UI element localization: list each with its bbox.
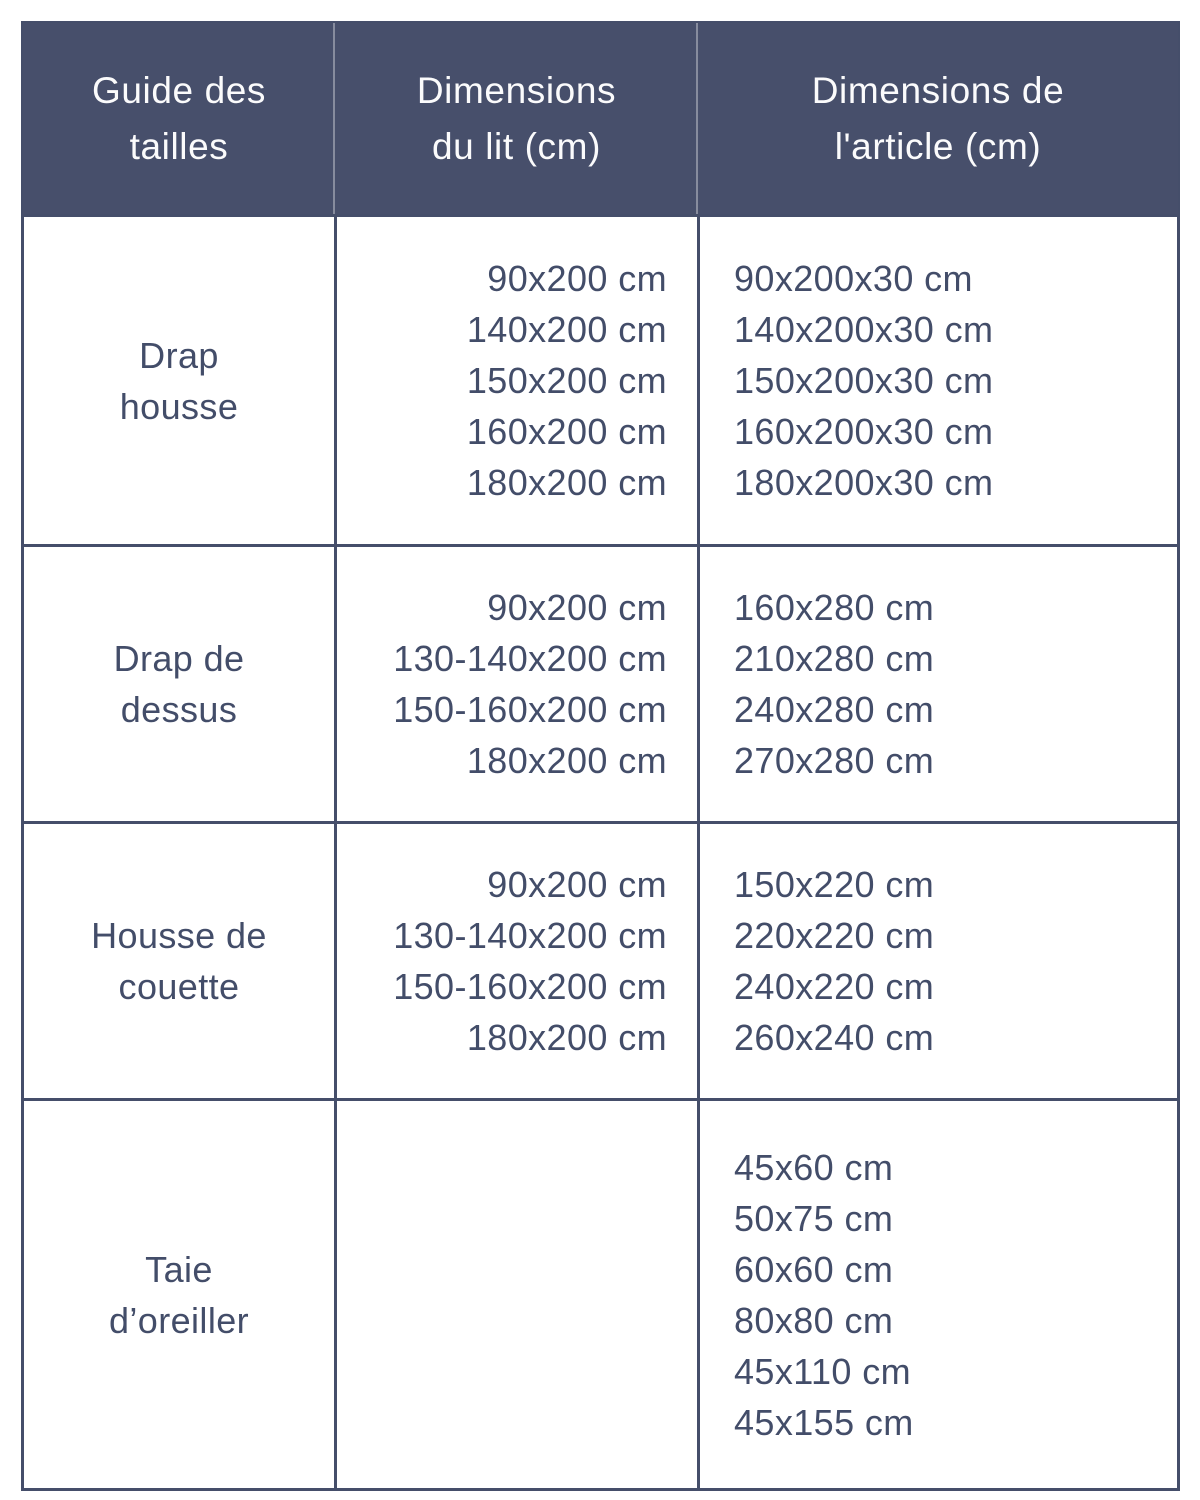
article-dimensions-drap-de-dessus (697, 544, 1177, 821)
dimension-value: 150x220 cm (734, 864, 935, 905)
label-line: Taie (145, 1248, 213, 1290)
dimension-value: 90x200 cm (487, 864, 667, 905)
dimension-value: 140x200x30 cm (734, 309, 994, 350)
dimension-value: 140x200 cm (466, 309, 667, 350)
header-line: Dimensions de (811, 70, 1065, 111)
dimension-value: 130-140x200 cm (393, 638, 667, 679)
dimension-value: 180x200 cm (466, 740, 667, 781)
header-cell-guide-des-tailles (23, 23, 335, 215)
bed-dimensions-housse-de-couette (334, 821, 697, 1098)
label-line: Housse de (91, 915, 267, 956)
dimension-value: 160x280 cm (734, 587, 935, 628)
dimension-value: 180x200 cm (466, 462, 667, 503)
header-line: l'article (cm) (834, 126, 1042, 167)
dimension-value: 80x80 cm (734, 1299, 894, 1341)
dimension-value: 160x200x30 cm (734, 411, 994, 452)
label-line: couette (118, 966, 240, 1007)
dimension-value: 45x110 cm (734, 1350, 912, 1392)
header-line: du lit (cm) (432, 126, 601, 167)
dimension-value: 150x200x30 cm (734, 360, 994, 401)
header-line: Dimensions (416, 70, 617, 111)
label-line: Drap de (113, 638, 245, 679)
header-line: Guide des (91, 70, 267, 111)
dimension-value: 260x240 cm (734, 1017, 935, 1058)
dimension-value: 90x200 cm (487, 258, 667, 299)
row-label-taie-d-oreiller (24, 1098, 334, 1488)
label-line: d’oreiller (108, 1299, 250, 1341)
dimension-value: 180x200 cm (466, 1017, 667, 1058)
dimension-value: 90x200x30 cm (734, 258, 973, 299)
row-label-drap-de-dessus (24, 544, 334, 821)
header-line: tailles (129, 126, 229, 167)
label-line: Drap (139, 334, 219, 376)
dimension-value: 60x60 cm (734, 1248, 894, 1290)
dimension-value: 180x200x30 cm (734, 462, 994, 503)
dimension-value: 45x60 cm (734, 1146, 894, 1188)
article-dimensions-housse-de-couette (697, 821, 1177, 1098)
article-dimensions-drap-housse (697, 214, 1177, 544)
bed-dimensions-drap-de-dessus (334, 544, 697, 821)
dimension-value: 160x200 cm (466, 411, 667, 452)
label-line: housse (119, 385, 239, 427)
dimension-value: 240x220 cm (734, 966, 935, 1007)
bed-dimensions-taie-d-oreiller-empty (334, 1098, 697, 1488)
row-label-housse-de-couette (24, 821, 334, 1098)
row-label-drap-housse (24, 214, 334, 544)
header-cell-dimensions-du-lit (333, 23, 698, 215)
dimension-value: 220x220 cm (734, 915, 935, 956)
article-dimensions-taie-d-oreiller (697, 1098, 1177, 1488)
size-guide-table (21, 21, 1180, 1491)
dimension-value: 270x280 cm (734, 740, 935, 781)
dimension-value: 240x280 cm (734, 689, 935, 730)
label-line: dessus (120, 689, 238, 730)
dimension-value: 130-140x200 cm (393, 915, 667, 956)
dimension-value: 50x75 cm (734, 1197, 894, 1239)
dimension-value: 90x200 cm (487, 587, 667, 628)
dimension-value: 210x280 cm (734, 638, 935, 679)
dimension-value: 150x200 cm (466, 360, 667, 401)
bed-dimensions-drap-housse (334, 214, 697, 544)
header-cell-dimensions-article (696, 23, 1178, 215)
dimension-value: 45x155 cm (734, 1401, 914, 1443)
dimension-value: 150-160x200 cm (393, 689, 667, 730)
dimension-value: 150-160x200 cm (393, 966, 667, 1007)
